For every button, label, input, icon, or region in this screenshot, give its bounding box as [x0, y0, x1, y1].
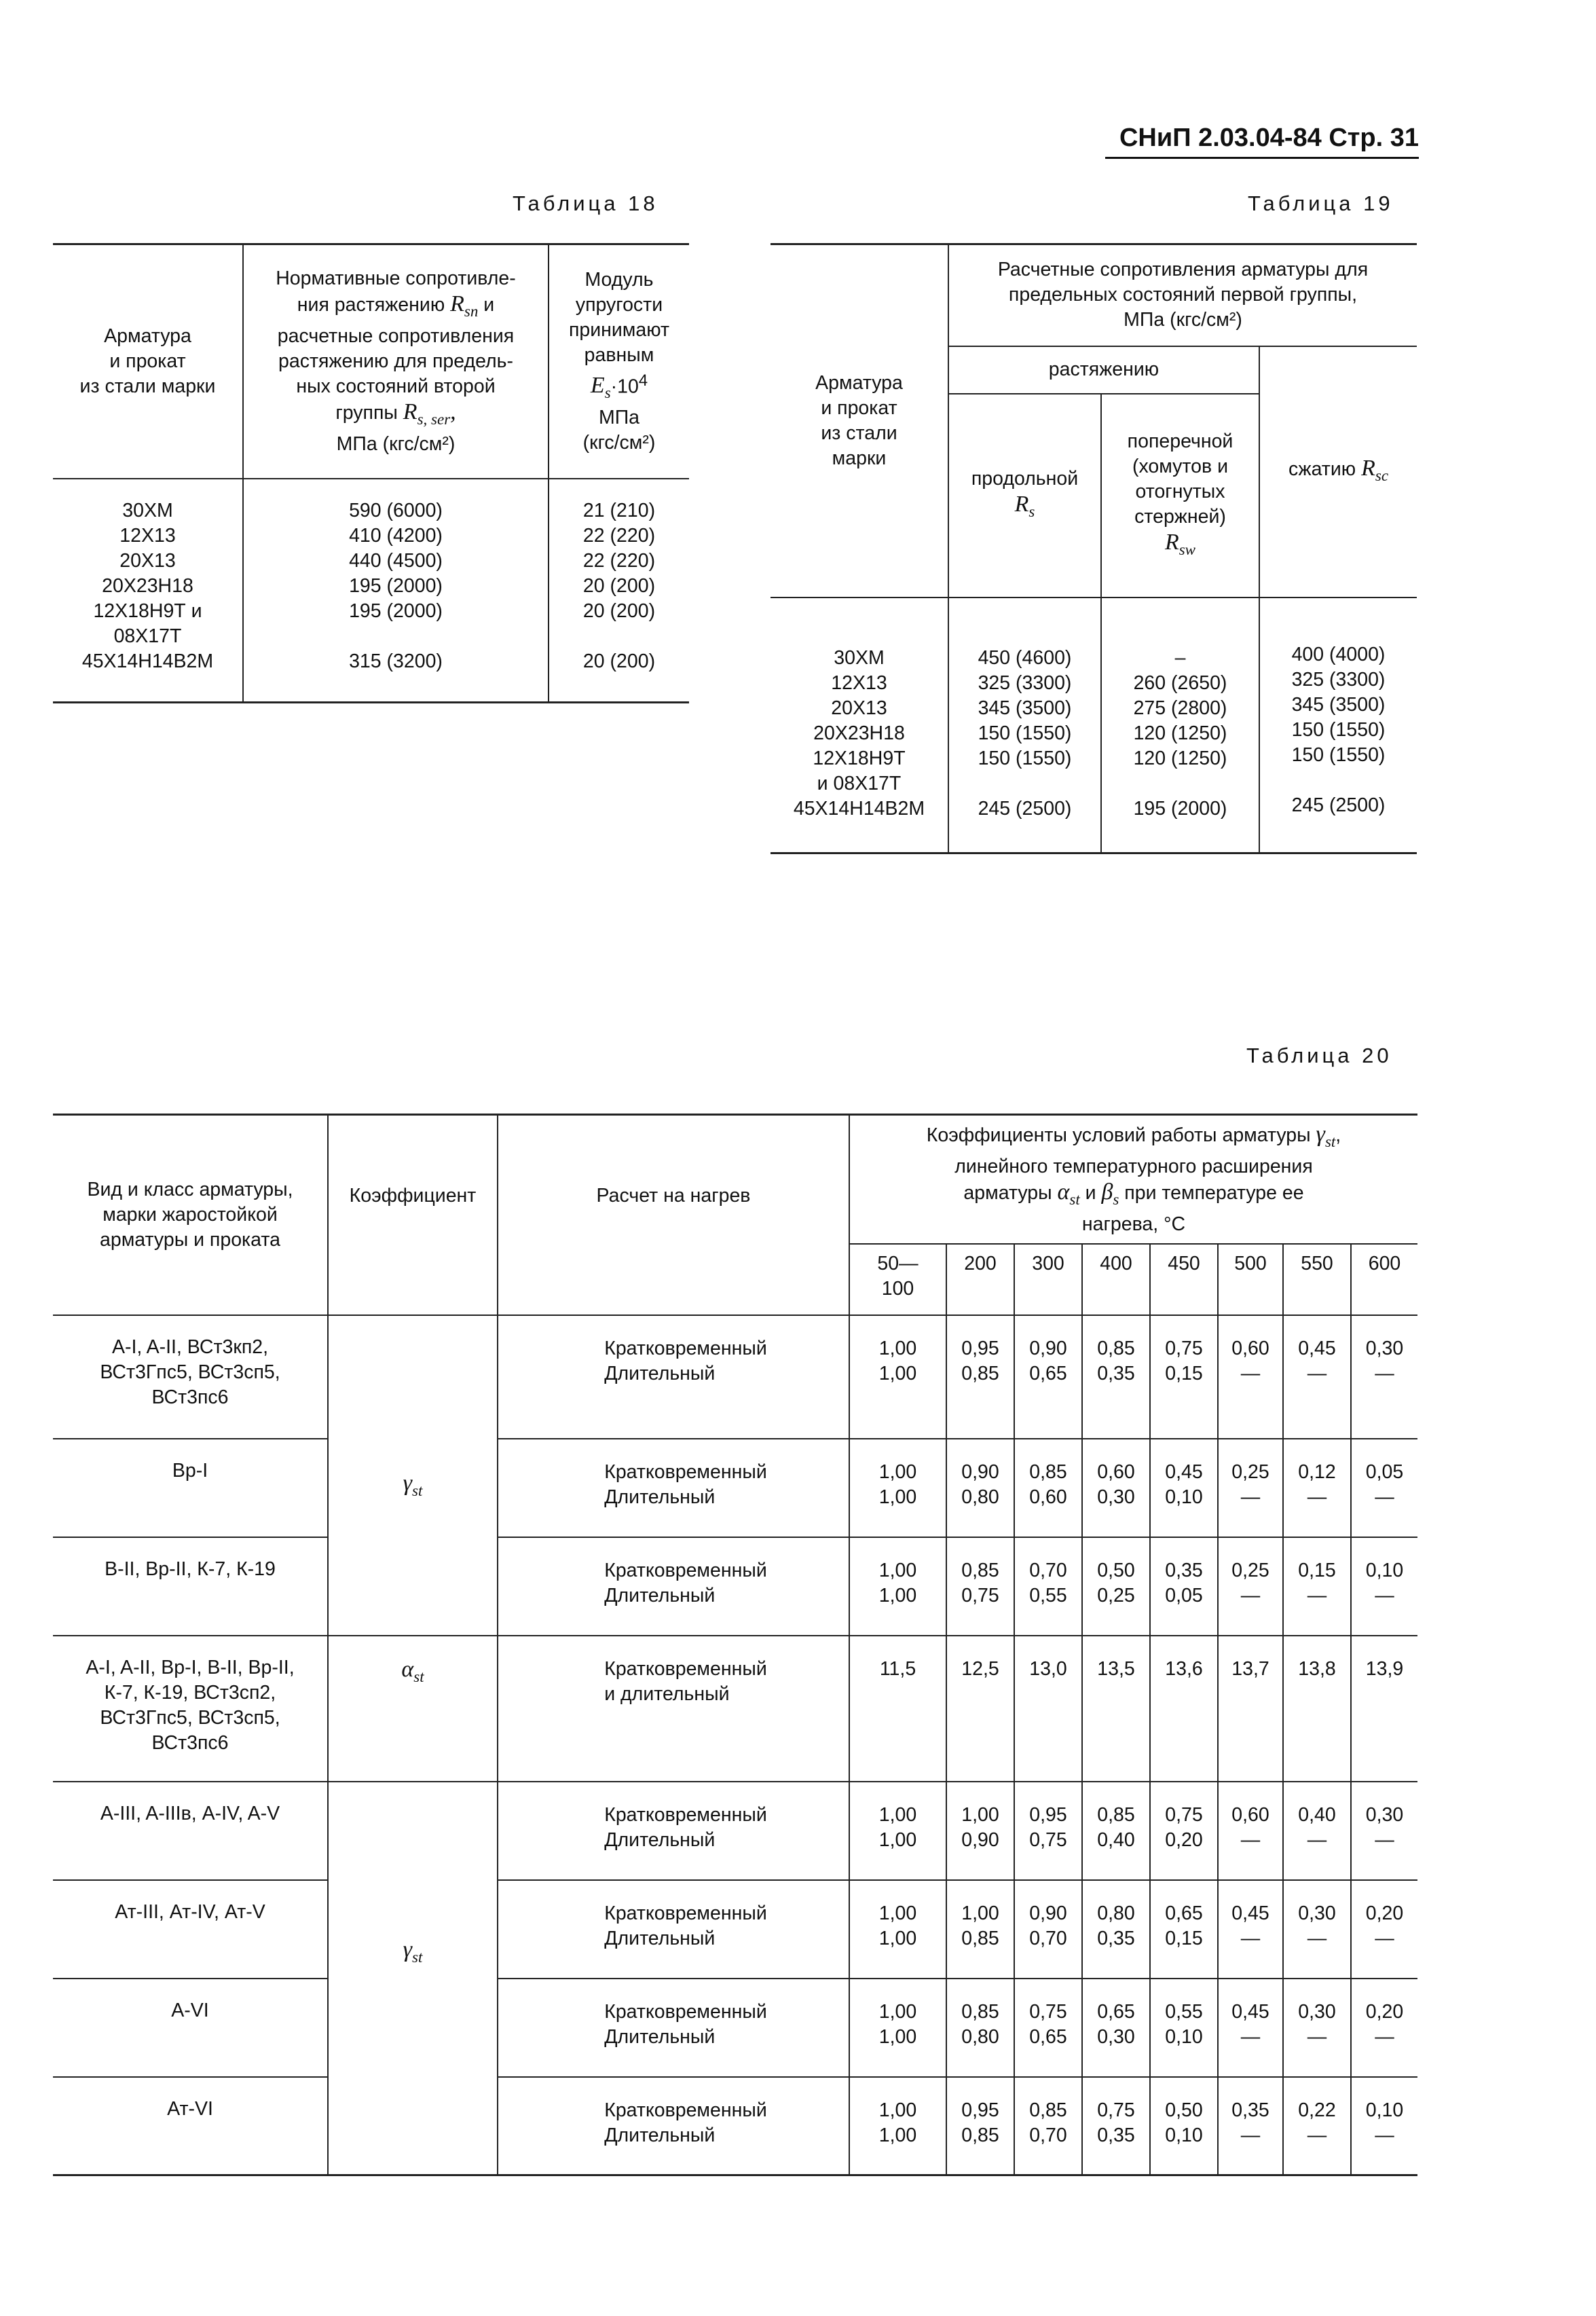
t20-value-cell: 0,65 0,30 [1082, 1979, 1150, 2077]
t19-long-text: продольной [971, 468, 1079, 490]
t20-value-cell: 1,00 1,00 [849, 1439, 946, 1537]
t20-col-class-header: Вид и класс арматуры, марки жаростойкой арматуры и проката [53, 1115, 328, 1315]
t20-value-cell: 0,20 — [1351, 1880, 1417, 1979]
t20-heat-mode-cell [498, 1537, 849, 1636]
t19-comp-text: сжатию [1288, 458, 1356, 480]
t20-heat-mode-text: Кратковременный Длительный [604, 2000, 767, 2048]
t20-temp-header: 600 [1351, 1244, 1417, 1315]
t20-temp-header: 500 [1218, 1244, 1283, 1315]
t20-col-coef-header: Коэффициент [328, 1115, 498, 1315]
table-19 [771, 243, 1417, 854]
t20-class-cell: Ат-III, Ат-IV, Ат-V [53, 1880, 328, 1979]
t20-class-cell: Вр-I [53, 1439, 328, 1537]
t20-temp-header: 300 [1014, 1244, 1082, 1315]
t20-class-cell: Ат-VI [53, 2077, 328, 2175]
t20-value-cell: 1,00 0,85 [946, 1880, 1014, 1979]
t20-value-cell: 0,90 0,65 [1014, 1315, 1082, 1439]
t20-coefficient-cell [328, 1315, 498, 1636]
t20-heat-mode-text: Кратковременный Длительный [604, 1803, 767, 1851]
t20-value-cell: 0,45 — [1283, 1315, 1351, 1439]
t20-value-cell: 0,25 — [1218, 1439, 1283, 1537]
t20-value-cell: 13,0 [1014, 1636, 1082, 1782]
t20-value-cell: 1,00 0,90 [946, 1782, 1014, 1880]
t20-coefficient-symbol: $\gamma_{st}$ [403, 1936, 423, 1966]
t19-rsc-symbol: $R_{sc}$ [1361, 455, 1389, 484]
t20-value-cell: 0,85 0,40 [1082, 1782, 1150, 1880]
t20-value-cell: 13,8 [1283, 1636, 1351, 1782]
table-18-caption: Таблица 18 [513, 191, 658, 215]
t20-temp-header: 200 [946, 1244, 1014, 1315]
table-row [53, 1537, 1417, 1636]
t18-es-symbol: $E_s$ [590, 373, 611, 401]
table-row [53, 1636, 1417, 1782]
t20-heat-mode-text: Кратковременный Длительный [604, 1559, 767, 1606]
t20-temp-header: 400 [1082, 1244, 1150, 1315]
t20-heat-mode-cell [498, 1315, 849, 1439]
t20-heat-mode-cell [498, 2077, 849, 2175]
t20-value-cell: 0,60 — [1218, 1782, 1283, 1880]
t18-rsser-symbol: $R_{s, ser}$, [403, 399, 456, 428]
t20-heat-mode-cell [498, 1880, 849, 1979]
t19-rs-values: 450 (4600) 325 (3300) 345 (3500) 150 (1550) 150 (1550) 245 (2500) [948, 598, 1101, 853]
t20-value-cell: 0,30 — [1351, 1315, 1417, 1439]
t20-class-cell: A-VI [53, 1979, 328, 2077]
t18-modulus-text: Модуль упругости принимают равным [568, 268, 670, 366]
t20-value-cell: 0,30 — [1351, 1782, 1417, 1880]
t18-resist-text-c: расчетные сопротивления растяжению для предель- ных состояний второй группы [277, 325, 515, 424]
t20-value-cell: 0,55 0,10 [1150, 1979, 1218, 2077]
t20-heat-mode-text: Кратковременный Длительный [604, 1460, 767, 1508]
t20-coefficient-cell [328, 1636, 498, 1782]
t20-alpha-symbol: $\alpha_{st}$ [1057, 1179, 1080, 1208]
t20-value-cell: 0,35 — [1218, 2077, 1283, 2175]
t19-rsc-values: 400 (4000) 325 (3300) 345 (3500) 150 (1550) 150 (1550) 245 (2500) [1259, 598, 1417, 853]
t20-value-cell: 0,15 — [1283, 1537, 1351, 1636]
t20-value-cell: 12,5 [946, 1636, 1014, 1782]
table-18 [53, 243, 689, 703]
t20-value-cell: 0,75 0,20 [1150, 1782, 1218, 1880]
t20-value-cell: 0,35 0,05 [1150, 1537, 1218, 1636]
t19-rsw-symbol: $R_{sw}$ [1164, 529, 1196, 558]
t20-value-cell: 0,45 — [1218, 1880, 1283, 1979]
t20-value-cell: 0,20 — [1351, 1979, 1417, 2077]
t20-value-cell: 1,00 1,00 [849, 1315, 946, 1439]
t20-value-cell: 0,85 0,60 [1014, 1439, 1082, 1537]
t18-resist-units: МПа (кгс/см²) [336, 433, 456, 455]
t20-coef-group-header: Коэффициенты условий работы арматуры $\gamma_{st}$, линейного температурного расширения арматуры $\alpha_{st}$ и $\beta_s$ при температуре ее нагрева, °С [849, 1115, 1417, 1244]
t20-gamma-symbol: $\gamma_{st}$ [1316, 1121, 1336, 1150]
t19-col-mark-header: Арматура и прокат из стали марки [771, 244, 948, 598]
table-row [53, 1439, 1417, 1537]
t20-value-cell: 0,12 — [1283, 1439, 1351, 1537]
t20-heat-mode-cell [498, 1979, 849, 2077]
t20-col-heat-header: Расчет на нагрев [498, 1115, 849, 1315]
t20-value-cell: 0,90 0,70 [1014, 1880, 1082, 1979]
t18-col-mark-header: Арматура и прокат из стали марки [53, 244, 243, 479]
t20-class-cell: В-II, Вр-II, К-7, К-19 [53, 1537, 328, 1636]
t20-value-cell: 0,95 0,85 [946, 2077, 1014, 2175]
table-row [53, 2077, 1417, 2175]
t20-value-cell: 0,60 0,30 [1082, 1439, 1150, 1537]
t20-group-text-b: линейного температурного расширения арматуры [954, 1155, 1313, 1204]
t20-value-cell: 0,25 — [1218, 1537, 1283, 1636]
table-19-caption: Таблица 19 [1248, 191, 1394, 215]
t20-value-cell: 0,40 — [1283, 1782, 1351, 1880]
t20-value-cell: 0,05 — [1351, 1439, 1417, 1537]
t20-beta-symbol: $\beta_s$ [1101, 1179, 1119, 1208]
t20-temp-header: 50— 100 [849, 1244, 946, 1315]
table-row [53, 1315, 1417, 1439]
t20-coefficient-cell [328, 1782, 498, 2175]
t20-value-cell: 1,00 1,00 [849, 1979, 946, 2077]
t20-value-cell: 0,85 0,35 [1082, 1315, 1150, 1439]
t20-temp-header: 450 [1150, 1244, 1218, 1315]
t20-value-cell: 0,90 0,80 [946, 1439, 1014, 1537]
t20-value-cell: 0,70 0,55 [1014, 1537, 1082, 1636]
t20-value-cell: 0,10 — [1351, 2077, 1417, 2175]
table-20-caption: Таблица 20 [1246, 1044, 1392, 1067]
t19-compression-header [1259, 346, 1417, 598]
t20-value-cell: 0,50 0,25 [1082, 1537, 1150, 1636]
t20-value-cell: 0,95 0,75 [1014, 1782, 1082, 1880]
t20-value-cell: 1,00 1,00 [849, 1880, 946, 1979]
t18-marks: 30ХМ 12Х13 20Х13 20Х23Н18 12Х18Н9Т и 08Х17Т 45Х14Н14В2М [53, 479, 243, 703]
t19-tension-header: растяжению [948, 346, 1259, 394]
t20-value-cell: 0,45 — [1218, 1979, 1283, 2077]
t18-modulus-units: МПа (кгс/см²) [582, 406, 656, 454]
t20-value-cell: 0,85 0,80 [946, 1979, 1014, 2077]
t20-value-cell: 11,5 [849, 1636, 946, 1782]
t20-value-cell: 0,30 — [1283, 1880, 1351, 1979]
t20-value-cell: 0,85 0,75 [946, 1537, 1014, 1636]
t18-col-resist-header [243, 244, 549, 479]
t20-temp-header: 550 [1283, 1244, 1351, 1315]
t19-rsw-values: – 260 (2650) 275 (2800) 120 (1250) 120 (1250) 195 (2000) [1101, 598, 1259, 853]
table-20 [53, 1114, 1417, 2176]
t18-resist-text-b: и [483, 293, 495, 316]
page-header: СНиП 2.03.04-84 Стр. 31 [1105, 124, 1419, 159]
t20-value-cell: 0,45 0,10 [1150, 1439, 1218, 1537]
t20-value-cell: 1,00 1,00 [849, 1782, 946, 1880]
t18-resist-values: 590 (6000) 410 (4200) 440 (4500) 195 (2000) 195 (2000) 315 (3200) [243, 479, 549, 703]
t20-heat-mode-text: Кратковременный Длительный [604, 1337, 767, 1384]
t20-heat-mode-text: Кратковременный и длительный [604, 1657, 767, 1705]
t19-trans-header [1101, 394, 1259, 598]
t20-class-cell: A-III, A-IIIв, A-IV, A-V [53, 1782, 328, 1880]
t20-value-cell: 13,6 [1150, 1636, 1218, 1782]
t20-value-cell: 0,10 — [1351, 1537, 1417, 1636]
t20-group-text-d: при температуре ее нагрева, °С [1081, 1181, 1304, 1235]
t20-class-cell: A-I, A-II, ВСт3кп2, ВСт3Гпс5, ВСт3сп5, ВСт3пс6 [53, 1315, 328, 1439]
table-row [53, 1782, 1417, 1880]
t20-value-cell: 0,95 0,85 [946, 1315, 1014, 1439]
t20-value-cell: 0,30 — [1283, 1979, 1351, 2077]
t18-rsn-symbol: $R_{sn}$ [450, 291, 479, 320]
t20-value-cell: 0,60 — [1218, 1315, 1283, 1439]
t20-value-cell: 1,00 1,00 [849, 2077, 946, 2175]
t20-value-cell: 13,7 [1218, 1636, 1283, 1782]
t20-heat-mode-text: Кратковременный Длительный [604, 2099, 767, 2146]
t20-heat-mode-cell [498, 1782, 849, 1880]
t20-value-cell: 0,75 0,65 [1014, 1979, 1082, 2077]
t19-rs-symbol: $R_s$ [1014, 492, 1035, 520]
t18-modulus-values: 21 (210) 22 (220) 22 (220) 20 (200) 20 (200) 20 (200) [549, 479, 689, 703]
t20-value-cell: 0,85 0,70 [1014, 2077, 1082, 2175]
t20-coefficient-symbol: $\alpha_{st}$ [401, 1656, 424, 1685]
t19-marks: 30ХМ 12Х13 20Х13 20Х23Н18 12Х18Н9Т и 08Х17Т 45Х14Н14В2М [771, 598, 948, 853]
table-row [53, 1880, 1417, 1979]
t20-class-cell: A-I, A-II, Вр-I, В-II, Вр-II, К-7, К-19, ВСт3сп2, ВСт3Гпс5, ВСт3сп5, ВСт3пс6 [53, 1636, 328, 1782]
t20-value-cell: 0,50 0,10 [1150, 2077, 1218, 2175]
t20-value-cell: 0,75 0,35 [1082, 2077, 1150, 2175]
t19-trans-text: поперечной (хомутов и отогнутых стержней) [1127, 430, 1233, 528]
t20-value-cell: 13,5 [1082, 1636, 1150, 1782]
table-row [53, 1979, 1417, 2077]
t19-long-header [948, 394, 1101, 598]
t18-col-modulus-header: Модуль упругости принимают равным $E_s\cdot 10^4$ МПа (кгс/см²) [549, 244, 689, 479]
t20-value-cell: 13,9 [1351, 1636, 1417, 1782]
t20-value-cell: 0,80 0,35 [1082, 1880, 1150, 1979]
t20-coefficient-symbol: $\gamma_{st}$ [403, 1470, 423, 1499]
t20-heat-mode-text: Кратковременный Длительный [604, 1902, 767, 1949]
t20-heat-mode-cell [498, 1636, 849, 1782]
t20-value-cell: 1,00 1,00 [849, 1537, 946, 1636]
t20-value-cell: 0,65 0,15 [1150, 1880, 1218, 1979]
t18-resist-text-a: Нормативные сопротивле- ния растяжению [276, 267, 516, 316]
t19-group-header: Расчетные сопротивления арматуры для предельных состояний первой группы, МПа (кгс/см²) [948, 244, 1417, 346]
t20-group-text-a: Коэффициенты условий работы арматуры [926, 1124, 1311, 1146]
t20-group-text-c: и [1085, 1181, 1096, 1204]
t20-value-cell: 0,75 0,15 [1150, 1315, 1218, 1439]
t20-value-cell: 0,22 — [1283, 2077, 1351, 2175]
t20-heat-mode-cell [498, 1439, 849, 1537]
